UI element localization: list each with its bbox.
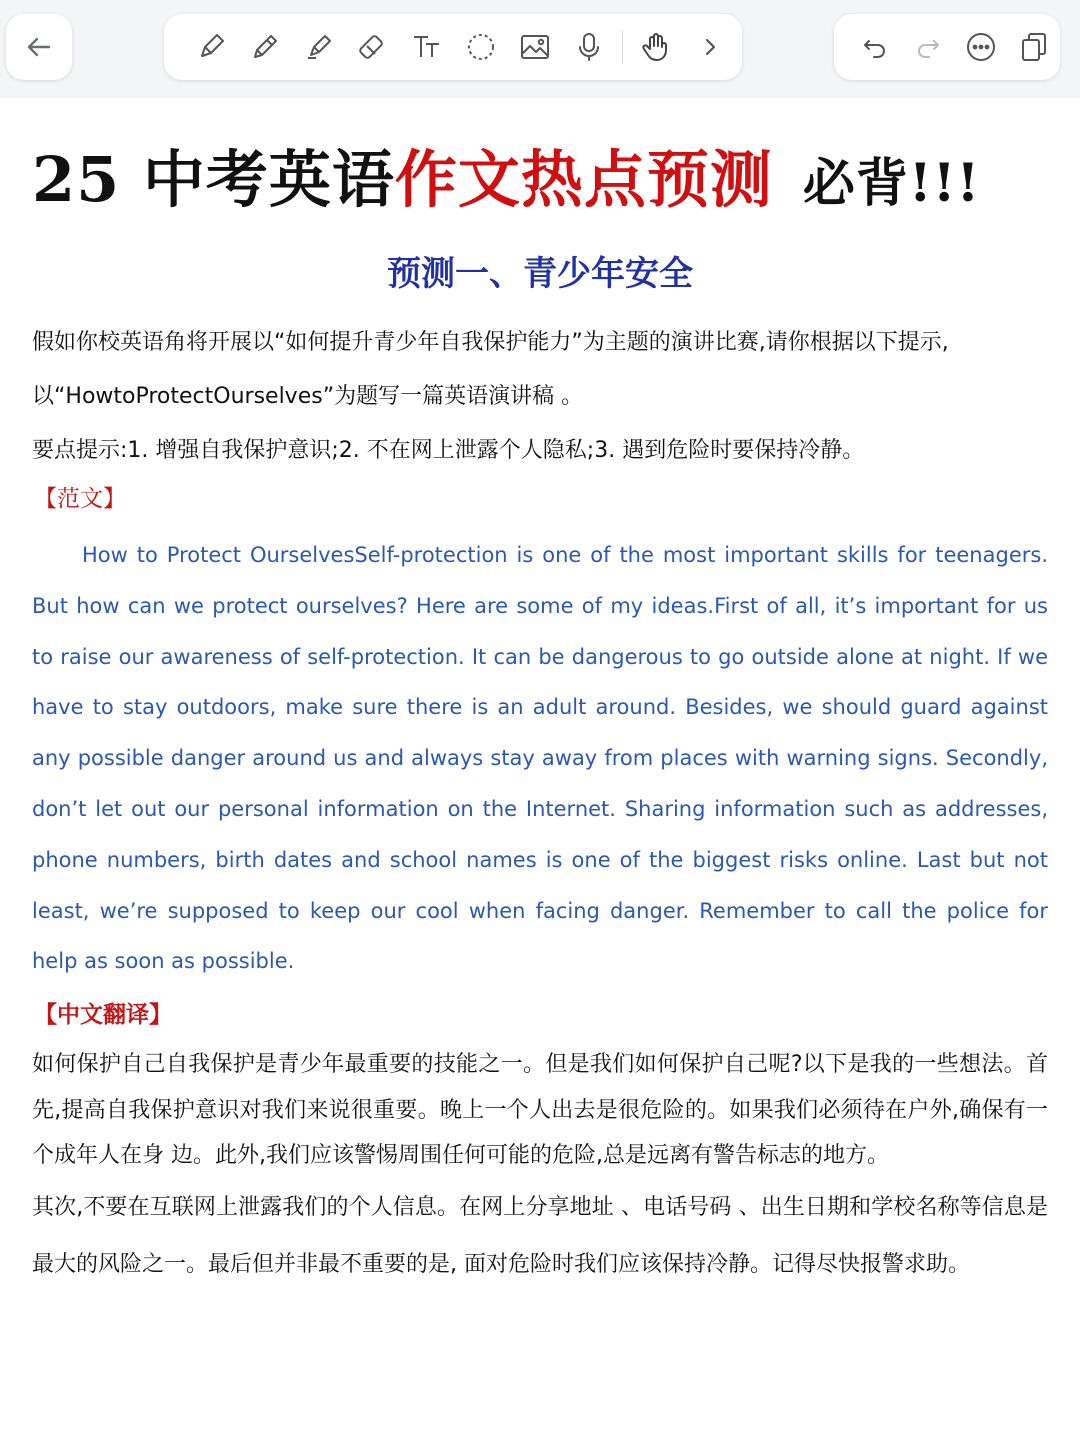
mic-tool-button[interactable] — [562, 20, 616, 74]
sample-essay-text: How to Protect OurselvesSelf-protection is one of the most important skills for teenagers. But how can we protect ourselves? Here are some of my ideas.First of all, it’s important for us to raise our awareness of self-protection. It can be dangerous to go outside alone at night. If we have to stay outdoors, make sure there is an adult around. Besides, we should guard against any possible danger around us and always stay away from places with warning signs. Secondly, don’t let out our personal information on the Internet. Sharing information such as addresses, phone numbers, birth dates and school names is one of the biggest risks online. Last but not least, we’re supposed to keep our cool when facing danger. Remember to call the police for help as soon as possible. — [32, 543, 1048, 974]
pencil-icon — [248, 30, 282, 64]
writing-prompt — [32, 316, 1048, 478]
lasso-icon — [464, 30, 498, 64]
pen-tool-button[interactable] — [184, 20, 238, 74]
redo-button[interactable] — [901, 20, 954, 74]
ellipsis-circle-icon — [964, 30, 998, 64]
translation-paragraph-2: 其次,不要在互联网上泄露我们的个人信息。在网上分享地址 、电话号码 、出生日期和学校名称等信息是最大的风险之一。最后但并非最不重要的是, 面对危险时我们应该保持冷静。记得尽快报警求助。 — [32, 1194, 1048, 1277]
page-title — [32, 140, 980, 224]
chinese-translation — [32, 1042, 1048, 1293]
chevron-right-icon — [693, 30, 727, 64]
hand-tool-button[interactable] — [629, 20, 683, 74]
eraser-tool-button[interactable] — [346, 20, 400, 74]
undo-button[interactable] — [848, 20, 901, 74]
arrow-left-icon — [24, 32, 54, 62]
hand-icon — [639, 30, 673, 64]
editor-toolbar — [0, 0, 1080, 98]
more-options-button[interactable] — [954, 20, 1007, 74]
more-tools-button[interactable] — [683, 20, 737, 74]
highlighter-tool-button[interactable] — [292, 20, 346, 74]
sample-essay-label: 【范文】 — [34, 486, 126, 512]
image-icon — [518, 30, 552, 64]
title-part-black: 25 中考英语 — [32, 143, 395, 216]
prompt-key-points: 要点提示:1. 增强自我保护意识;2. 不在网上泄露个人隐私;3. 遇到危险时要保持冷静。 — [32, 438, 865, 463]
lasso-tool-button[interactable] — [454, 20, 508, 74]
history-tools-group — [834, 14, 1060, 80]
text-tt-icon — [410, 30, 444, 64]
title-part-red: 作文热点预测 — [394, 143, 773, 216]
pencil-tool-button[interactable] — [238, 20, 292, 74]
pages-button[interactable] — [1007, 20, 1060, 74]
section-subtitle: 预测一、青少年安全 — [387, 254, 693, 294]
undo-icon — [858, 30, 892, 64]
back-button[interactable] — [6, 14, 72, 80]
drawing-tools-group — [164, 14, 742, 80]
translation-label: 【中文翻译】 — [34, 1002, 172, 1028]
prompt-text: 假如你校英语角将开展以“如何提升青少年自我保护能力”为主题的演讲比赛,请你根据以下提示,以“HowtoProtectOurselves”为题写一篇英语演讲稿 。 — [32, 330, 949, 409]
mic-icon — [572, 30, 606, 64]
pages-icon — [1017, 30, 1051, 64]
translation-paragraph-1: 如何保护自己自我保护是青少年最重要的技能之一。但是我们如何保护自己呢?以下是我的一些想法。首先,提高自我保护意识对我们来说很重要。晚上一个人出去是很危险的。如果我们必须待在户外,确保有一个成年人在身 边。此外,我们应该警惕周围任何可能的危险,总是远离有警告标志的地方。 — [32, 1052, 1048, 1168]
redo-icon — [911, 30, 945, 64]
eraser-icon — [356, 30, 390, 64]
title-part-tail: 必背!!! — [802, 153, 981, 214]
image-tool-button[interactable] — [508, 20, 562, 74]
pen-icon — [194, 30, 228, 64]
toolbar-separator — [622, 30, 623, 64]
highlighter-icon — [302, 30, 336, 64]
text-tool-button[interactable] — [400, 20, 454, 74]
